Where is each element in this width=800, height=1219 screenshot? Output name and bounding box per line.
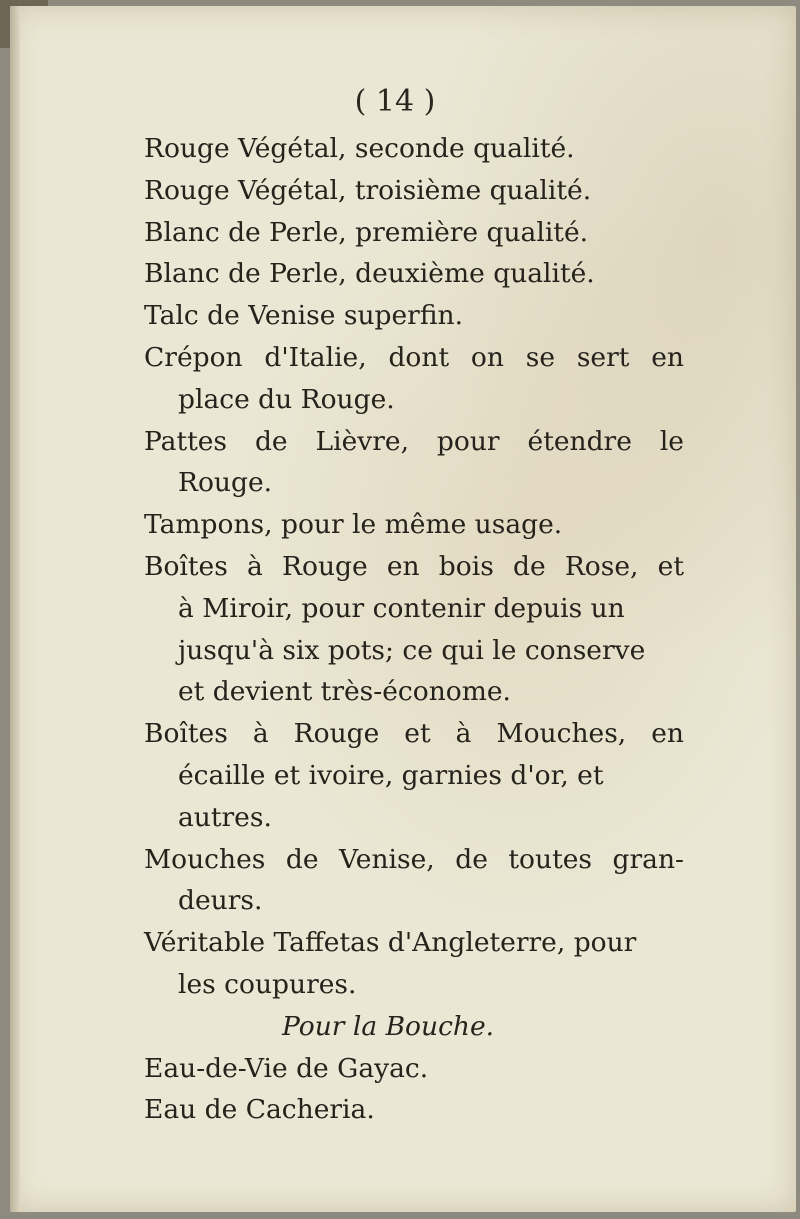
entry-line: Rouge Végétal, seconde qualité.: [144, 133, 575, 164]
entry-line: Blanc de Perle, première qualité.: [144, 216, 589, 248]
entry-line: Crépon d'Italie, dont on se sert en: [144, 341, 684, 373]
entry-line-continued: deurs.: [178, 885, 263, 917]
entry-line-continued: jusqu'à six pots; ce qui le conserve: [178, 634, 646, 666]
entry-line: Tampons, pour le même usage.: [144, 509, 563, 541]
section-entry-line: Eau de Cacheria.: [144, 1094, 375, 1126]
entry-line: Pattes de Lièvre, pour étendre le: [144, 425, 684, 457]
entry-line: Véritable Taffetas d'Angleterre, pour: [144, 927, 637, 959]
entry-line-continued: écaille et ivoire, garnies d'or, et: [178, 759, 604, 791]
entry-line: Talc de Venise superfin.: [144, 300, 464, 332]
entry-line: Boîtes à Rouge et à Mouches, en: [144, 718, 684, 750]
entry-line-continued: Rouge.: [178, 467, 273, 499]
entry-line: Blanc de Perle, deuxième qualité.: [144, 258, 595, 290]
page-number: ( 14 ): [354, 84, 436, 119]
entry-line-continued: autres.: [178, 801, 272, 833]
section-entry-line: Eau-de-Vie de Gayac.: [144, 1052, 429, 1084]
entry-line-continued: place du Rouge.: [178, 383, 395, 415]
section-heading: Pour la Bouche.: [282, 1010, 495, 1042]
page-gutter-edge: [10, 6, 20, 1212]
entry-line-continued: les coupures.: [178, 968, 357, 1000]
page-body: [144, 128, 684, 1131]
entry-line: Boîtes à Rouge en bois de Rose, et: [144, 550, 684, 582]
entry-line-continued: à Miroir, pour contenir depuis un: [178, 592, 625, 624]
entry-line-continued: et devient très-économe.: [178, 676, 511, 708]
entry-line: Rouge Végétal, troisième qualité.: [144, 174, 592, 206]
entry-line: Mouches de Venise, de toutes gran-: [144, 843, 684, 875]
